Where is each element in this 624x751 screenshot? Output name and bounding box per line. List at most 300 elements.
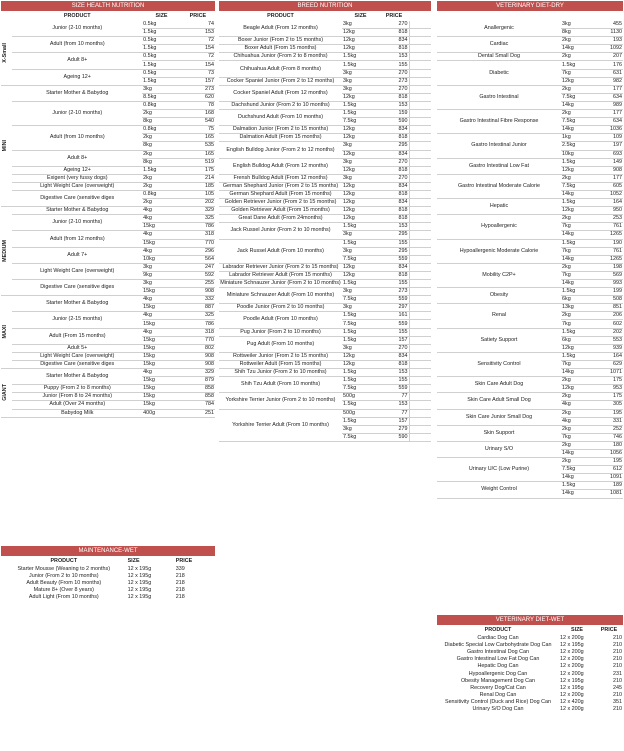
price-cell: 818 [379, 215, 409, 223]
size-cell: 1.5kg [342, 377, 379, 385]
price-cell: 273 [379, 288, 409, 296]
price-cell: 851 [595, 304, 623, 312]
spacer-cell [409, 393, 431, 401]
table-row [219, 263, 431, 271]
product-name: Gastro Intestinal [437, 85, 561, 109]
size-health-panel [1, 1, 215, 418]
price-cell: 279 [379, 425, 409, 433]
product-name: Hepatic Dog Can [477, 663, 519, 670]
spacer-cell [409, 288, 431, 296]
product-name: Light Weight Care (overweight) [12, 352, 142, 360]
size-cell: 3kg [342, 77, 379, 85]
table-row [219, 61, 431, 69]
size-cell: 7.5kg [561, 466, 595, 474]
spacer-cell [409, 312, 431, 320]
product-name: Light Weight Care (overweight) [12, 263, 142, 279]
price-cell: 247 [181, 263, 215, 271]
table-row [219, 199, 431, 207]
price-cell: 177 [595, 110, 623, 118]
price-cell: 149 [595, 158, 623, 166]
size-cell: 1.5kg [342, 53, 379, 61]
price-cell: 210 [613, 649, 622, 656]
table-row [437, 663, 623, 670]
spacer-cell [409, 409, 431, 417]
table-row [1, 126, 215, 134]
size-cell: 1.5kg [561, 61, 595, 69]
table-row [437, 199, 623, 207]
product-name: Adult (from 10 months) [12, 126, 142, 150]
product-name: Adult 7+ [12, 247, 142, 263]
product-name: Renal Dog Can [479, 691, 517, 698]
price-cell: 629 [595, 360, 623, 368]
size-cell: 6kg [561, 336, 595, 344]
product-name: Ageing 12+ [12, 166, 142, 174]
table-row [1, 101, 215, 109]
size-cell: 12kg [561, 344, 595, 352]
size-cell: 12 x 195g [127, 566, 152, 573]
product-name: Obesity [437, 288, 561, 304]
size-cell: 1.5kg [342, 369, 379, 377]
size-cell: 7kg [561, 433, 595, 441]
price-cell: 218 [175, 594, 185, 601]
price-cell: 197 [595, 142, 623, 150]
price-cell: 770 [181, 336, 215, 344]
table-row [437, 699, 623, 706]
table-row [219, 239, 431, 247]
product-name: Skin Support [437, 425, 561, 441]
size-cell: 12kg [342, 29, 379, 37]
product-name: Cocker Spaniel Adult (From 12 months) [219, 85, 342, 101]
size-cell: 4kg [142, 247, 181, 255]
table-row [219, 223, 431, 231]
price-cell: 105 [181, 190, 215, 198]
price-cell: 295 [379, 142, 409, 150]
product-name: Jack Russel Adult (From 10 months) [219, 239, 342, 263]
product-name: Junior (2-10 months) [12, 215, 142, 231]
product-name: German Shephard Junior (From 2 to 15 months) [219, 182, 342, 190]
size-cell: 15kg [142, 223, 181, 231]
product-name: Starter Mother & Babydog [12, 369, 142, 385]
spacer-cell [409, 207, 431, 215]
table-row [1, 37, 215, 45]
vet-wet-panel [437, 615, 623, 713]
price-cell: 252 [595, 425, 623, 433]
table-row [1, 215, 215, 223]
size-cell: 2kg [561, 425, 595, 433]
product-name: Urinary S/O Dog Can [472, 705, 524, 712]
breed-panel [219, 1, 431, 442]
size-cell: 3kg [342, 304, 379, 312]
table-row [437, 409, 623, 417]
product-name: Skin Care Adult Small Dog [437, 393, 561, 409]
table-row [219, 288, 431, 296]
price-cell: 887 [181, 304, 215, 312]
price-cell: 908 [595, 166, 623, 174]
product-name: Gastro Intestinal Fibre Response [437, 110, 561, 134]
price-cell: 109 [595, 134, 623, 142]
price-cell: 332 [181, 296, 215, 304]
size-cell: 2kg [142, 174, 181, 182]
price-cell: 834 [379, 182, 409, 190]
size-cell: 2kg [561, 377, 595, 385]
price-cell: 189 [595, 482, 623, 490]
price-cell: 1091 [595, 474, 623, 482]
size-cell: 7kg [561, 247, 595, 255]
size-cell: 12kg [342, 360, 379, 368]
table-row [437, 21, 623, 29]
table-row [437, 61, 623, 69]
table-row [1, 566, 215, 573]
size-cell: 12kg [342, 166, 379, 174]
col-size: SIZE [155, 12, 168, 19]
product-name: Junior (From 2 to 10 months) [29, 573, 99, 580]
size-cell: 4kg [142, 231, 181, 239]
price-cell: 155 [379, 280, 409, 288]
price-cell: 339 [175, 566, 185, 573]
price-cell: 953 [595, 385, 623, 393]
product-name: Hepatic [437, 199, 561, 215]
product-name: Gastro Intestinal Junior [437, 134, 561, 158]
size-cell: 15kg [142, 336, 181, 344]
spacer-cell [409, 45, 431, 53]
size-cell: 3kg [342, 158, 379, 166]
price-cell: 818 [379, 93, 409, 101]
table-row [219, 45, 431, 53]
product-name: Hypoallergenic Dog Can [468, 670, 528, 677]
product-name: Poodle Adult (From 10 months) [219, 312, 342, 328]
price-cell: 175 [595, 393, 623, 401]
size-cell: 15kg [142, 393, 181, 401]
size-cell: 1.5kg [561, 328, 595, 336]
price-cell: 1071 [595, 369, 623, 377]
product-name: Skin Care Junior Small Dog [437, 409, 561, 425]
spacer-cell [409, 77, 431, 85]
price-cell: 154 [181, 61, 215, 69]
price-cell: 154 [181, 45, 215, 53]
size-cell: 12kg [342, 45, 379, 53]
spacer-cell [409, 29, 431, 37]
price-cell: 210 [613, 691, 622, 698]
product-name: Jack Russel Junior (From 2 to 10 months) [219, 223, 342, 239]
price-cell: 164 [595, 199, 623, 207]
price-cell: 325 [181, 312, 215, 320]
table-row [219, 328, 431, 336]
product-name: Digestive Care (sensitive diges [12, 360, 142, 368]
size-cell: 4kg [142, 296, 181, 304]
size-cell: 1.5kg [342, 328, 379, 336]
size-cell: 1.5kg [342, 101, 379, 109]
size-cell: 15kg [142, 304, 181, 312]
size-cell: 10kg [561, 150, 595, 158]
spacer-cell [409, 417, 431, 425]
table-row [1, 247, 215, 255]
table-row [437, 441, 623, 449]
col-product: PRODUCT [484, 626, 512, 633]
price-cell: 157 [379, 336, 409, 344]
table-row [437, 425, 623, 433]
size-cell: 1.5kg [342, 223, 379, 231]
size-cell: 6kg [561, 296, 595, 304]
spacer-cell [409, 385, 431, 393]
price-cell: 818 [379, 271, 409, 279]
size-cell: 4kg [142, 215, 181, 223]
spacer-cell [409, 69, 431, 77]
size-cell: 15kg [142, 377, 181, 385]
price-cell: 210 [613, 705, 622, 712]
product-name: Weight Control [437, 482, 561, 498]
price-cell: 270 [379, 85, 409, 93]
table-row [219, 101, 431, 109]
size-cell: 7.5kg [342, 118, 379, 126]
spacer-cell [409, 320, 431, 328]
col-price: PRICE [600, 626, 618, 633]
table-row [1, 53, 215, 61]
table-row [1, 409, 215, 417]
price-cell: 218 [175, 580, 185, 587]
size-cell: 2kg [561, 37, 595, 45]
table-row [219, 377, 431, 385]
price-cell: 761 [595, 247, 623, 255]
size-cell: 7.5kg [342, 296, 379, 304]
table-row [219, 53, 431, 61]
maintenance-wet-title: MAINTENANCE-WET [1, 546, 215, 556]
price-cell: 295 [379, 247, 409, 255]
price-cell: 159 [379, 110, 409, 118]
spacer-cell [409, 118, 431, 126]
breed-title: BREED NUTRITION [219, 1, 431, 11]
col-price: PRICE [385, 12, 403, 19]
price-cell: 245 [613, 684, 622, 691]
size-health-title: SIZE HEALTH NUTRITION [1, 1, 215, 11]
price-cell: 165 [181, 134, 215, 142]
price-cell: 157 [379, 417, 409, 425]
size-cell: 7.5kg [342, 255, 379, 263]
price-cell: 818 [379, 134, 409, 142]
size-cell: 1.5kg [142, 61, 181, 69]
table-row [219, 134, 431, 142]
size-cell: 0.5kg [142, 21, 181, 29]
size-cell: 12kg [342, 199, 379, 207]
product-name: Adult (From 15 months) [12, 328, 142, 344]
price-cell: 297 [379, 304, 409, 312]
size-cell: 7.5kg [342, 433, 379, 441]
price-cell: 270 [379, 21, 409, 29]
table-row [1, 344, 215, 352]
price-cell: 251 [181, 409, 215, 417]
price-cell: 786 [181, 223, 215, 231]
size-cell: 1.5kg [561, 288, 595, 296]
size-cell: 4kg [561, 401, 595, 409]
table-row [1, 263, 215, 271]
table-row [437, 642, 623, 649]
size-cell: 0.8kg [142, 126, 181, 134]
price-cell: 177 [595, 174, 623, 182]
size-cell: 1.5kg [342, 336, 379, 344]
product-name: Digestive Care (sensitive diges [12, 280, 142, 296]
size-cell: 2kg [142, 134, 181, 142]
vet-wet-title: VETERINARY DIET-WET [437, 615, 623, 625]
price-cell: 270 [379, 158, 409, 166]
size-group-label [1, 85, 12, 206]
product-name: Dachshund Junior (From 2 to 10 months) [219, 101, 342, 109]
price-cell: 155 [379, 377, 409, 385]
vet-wet-table [437, 625, 623, 713]
price-cell: 620 [181, 93, 215, 101]
price-cell: 879 [181, 377, 215, 385]
price-cell: 273 [181, 85, 215, 93]
product-name: Adult (Over 24 months) [12, 401, 142, 409]
product-name: Labrador Retriever Adult (From 15 months) [219, 271, 342, 279]
price-cell: 74 [181, 21, 215, 29]
price-cell: 908 [181, 352, 215, 360]
spacer-cell [409, 369, 431, 377]
table-row [219, 304, 431, 312]
product-name: German Shephard Adult (From 15 months) [219, 190, 342, 198]
product-name: Great Dane Adult (From 24months) [219, 215, 342, 223]
price-cell: 559 [379, 255, 409, 263]
product-name: Pug Junior (From 2 to 10 months) [219, 328, 342, 336]
price-cell: 605 [595, 182, 623, 190]
spacer-cell [409, 296, 431, 304]
price-cell: 761 [595, 223, 623, 231]
spacer-cell [409, 280, 431, 288]
table-row [219, 174, 431, 182]
col-size: SIZE [354, 12, 367, 19]
size-cell: 2kg [561, 174, 595, 182]
size-cell: 500g [342, 393, 379, 401]
spacer-cell [409, 199, 431, 207]
table-row [219, 280, 431, 288]
size-cell: 2kg [561, 263, 595, 271]
size-cell: 1.5kg [342, 61, 379, 69]
price-cell: 950 [595, 207, 623, 215]
product-name: Mobility C2P+ [437, 263, 561, 287]
product-name: Adult 8+ [12, 53, 142, 69]
size-cell: 3kg [342, 142, 379, 150]
table-row [1, 401, 215, 409]
product-name: Adult 8+ [12, 150, 142, 166]
table-row [219, 207, 431, 215]
col-product: PRODUCT [63, 12, 91, 19]
size-cell: 2kg [561, 110, 595, 118]
price-cell: 198 [595, 263, 623, 271]
size-group-label [1, 207, 12, 296]
spacer-cell [409, 271, 431, 279]
size-health-table [1, 11, 215, 418]
size-cell: 12 x 195g [560, 684, 584, 691]
table-row [1, 231, 215, 239]
size-cell: 13kg [561, 304, 595, 312]
price-cell: 519 [181, 158, 215, 166]
spacer-cell [409, 182, 431, 190]
price-cell: 569 [595, 271, 623, 279]
price-cell: 318 [181, 328, 215, 336]
size-cell: 15kg [142, 401, 181, 409]
size-cell: 12 x 200g [560, 670, 584, 677]
price-cell: 818 [379, 45, 409, 53]
vet-dry-panel [437, 1, 623, 499]
size-cell: 15kg [142, 344, 181, 352]
size-cell: 12 x 195g [560, 642, 584, 649]
table-row [1, 385, 215, 393]
price-cell: 325 [181, 215, 215, 223]
price-cell: 834 [379, 199, 409, 207]
table-row [1, 360, 215, 368]
spacer-cell [409, 328, 431, 336]
table-row [437, 215, 623, 223]
spacer-cell [409, 190, 431, 198]
price-cell: 1265 [595, 255, 623, 263]
product-name: Skin Care Adult Dog [437, 377, 561, 393]
price-cell: 155 [379, 61, 409, 69]
price-cell: 818 [379, 360, 409, 368]
size-group-text: MAXI [2, 325, 8, 339]
price-cell: 199 [595, 288, 623, 296]
price-cell: 73 [181, 69, 215, 77]
table-row [1, 280, 215, 288]
product-name: Boxer Junior (From 2 to 15 months) [219, 37, 342, 45]
size-cell: 2kg [561, 458, 595, 466]
size-cell: 3kg [342, 85, 379, 93]
table-row [219, 110, 431, 118]
table-row [219, 336, 431, 344]
product-name: Anallergenic [437, 21, 561, 37]
spacer-cell [409, 223, 431, 231]
size-cell: 14kg [561, 126, 595, 134]
price-cell: 210 [613, 656, 622, 663]
table-row [1, 393, 215, 401]
table-row [1, 312, 215, 320]
table-row [219, 37, 431, 45]
price-cell: 834 [379, 126, 409, 134]
table-row [1, 69, 215, 77]
table-row [437, 377, 623, 385]
product-name: Diabetic Special Low Carbohydrate Dog Can [444, 642, 552, 649]
table-row [437, 304, 623, 312]
table-row [437, 158, 623, 166]
size-cell: 10kg [142, 255, 181, 263]
spacer-cell [409, 304, 431, 312]
size-cell: 7.5kg [561, 182, 595, 190]
price-cell: 175 [595, 377, 623, 385]
size-cell: 1.5kg [342, 312, 379, 320]
size-cell: 3kg [142, 85, 181, 93]
product-name: Starter Mother & Babydog [12, 207, 142, 215]
size-cell: 2kg [561, 409, 595, 417]
size-cell: 12 x 195g [127, 580, 152, 587]
table-row [219, 182, 431, 190]
product-name: Golden Retriever Adult (From 15 months) [219, 207, 342, 215]
product-name: Adult (from 10 months) [12, 37, 142, 53]
size-cell: 12kg [342, 134, 379, 142]
table-row [219, 369, 431, 377]
product-name: Pug Adult (From 10 months) [219, 336, 342, 352]
size-cell: 3kg [342, 288, 379, 296]
spacer-cell [409, 166, 431, 174]
product-name: Miniature Schnauzer Junior (From 2 to 10 months) [220, 280, 341, 287]
table-row [437, 134, 623, 142]
table-row [1, 594, 215, 601]
price-cell: 296 [181, 247, 215, 255]
price-cell: 1052 [595, 190, 623, 198]
product-name: Light Weight Care (overweight) [12, 182, 142, 190]
price-cell: 210 [613, 635, 622, 642]
price-cell: 168 [181, 110, 215, 118]
product-name: Yorkshire Terrier Junior (From 2 to 10 months) [219, 393, 342, 409]
size-cell: 12kg [342, 215, 379, 223]
table-row [1, 369, 215, 377]
price-cell: 1130 [595, 29, 623, 37]
